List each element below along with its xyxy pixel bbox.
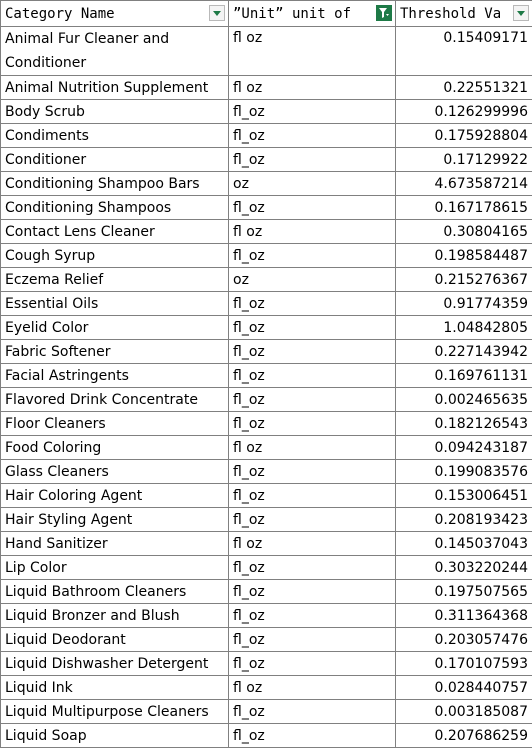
category-name-cell[interactable]: Liquid Soap bbox=[1, 724, 229, 748]
unit-cell[interactable]: fl oz bbox=[229, 220, 396, 244]
table-row bbox=[1, 76, 532, 100]
threshold-value-cell[interactable]: 0.203057476 bbox=[396, 628, 532, 652]
unit-cell[interactable]: fl oz bbox=[229, 76, 396, 100]
category-name-cell[interactable]: Lip Color bbox=[1, 556, 229, 580]
table-row bbox=[1, 220, 532, 244]
column-header-category-name[interactable] bbox=[1, 1, 229, 27]
table-row bbox=[1, 580, 532, 604]
table-row bbox=[1, 652, 532, 676]
category-name-cell[interactable]: Facial Astringents bbox=[1, 364, 229, 388]
table-row bbox=[1, 268, 532, 292]
unit-cell[interactable]: fl_oz bbox=[229, 340, 396, 364]
threshold-value-cell[interactable]: 0.003185087 bbox=[396, 700, 532, 724]
dropdown-arrow-icon[interactable] bbox=[513, 5, 529, 21]
unit-cell[interactable]: fl_oz bbox=[229, 364, 396, 388]
category-name-cell[interactable]: Floor Cleaners bbox=[1, 412, 229, 436]
category-name-cell[interactable]: Flavored Drink Concentrate bbox=[1, 388, 229, 412]
unit-cell[interactable]: oz bbox=[229, 268, 396, 292]
table-row bbox=[1, 604, 532, 628]
table-row bbox=[1, 148, 532, 172]
category-name-cell[interactable]: Body Scrub bbox=[1, 100, 229, 124]
table-row bbox=[1, 340, 532, 364]
table-row bbox=[1, 172, 532, 196]
threshold-value-cell[interactable]: 0.197507565 bbox=[396, 580, 532, 604]
unit-cell[interactable]: fl oz bbox=[229, 27, 396, 76]
table-row bbox=[1, 292, 532, 316]
threshold-value-cell[interactable]: 0.199083576 bbox=[396, 460, 532, 484]
category-name-cell[interactable]: Hair Coloring Agent bbox=[1, 484, 229, 508]
table-row bbox=[1, 316, 532, 340]
threshold-value-cell[interactable]: 0.17129922 bbox=[396, 148, 532, 172]
column-header-label: ”Unit” unit of bbox=[233, 6, 371, 22]
category-name-cell[interactable]: Eczema Relief bbox=[1, 268, 229, 292]
unit-cell[interactable]: fl_oz bbox=[229, 508, 396, 532]
threshold-value-cell[interactable]: 0.227143942 bbox=[396, 340, 532, 364]
filter-active-icon[interactable] bbox=[376, 5, 392, 21]
unit-cell[interactable]: fl_oz bbox=[229, 124, 396, 148]
unit-cell[interactable]: fl_oz bbox=[229, 460, 396, 484]
threshold-value-cell[interactable]: 0.167178615 bbox=[396, 196, 532, 220]
category-name-cell[interactable]: Animal Nutrition Supplement bbox=[1, 76, 229, 100]
category-name-cell[interactable]: Liquid Bathroom Cleaners bbox=[1, 580, 229, 604]
threshold-value-cell[interactable]: 0.028440757 bbox=[396, 676, 532, 700]
unit-cell[interactable]: fl_oz bbox=[229, 628, 396, 652]
table-row bbox=[1, 364, 532, 388]
threshold-value-cell[interactable]: 0.182126543 bbox=[396, 412, 532, 436]
threshold-value-cell[interactable]: 0.303220244 bbox=[396, 556, 532, 580]
category-name-cell[interactable]: Conditioner bbox=[1, 148, 229, 172]
threshold-value-cell[interactable]: 0.170107593 bbox=[396, 652, 532, 676]
category-name-cell[interactable]: Glass Cleaners bbox=[1, 460, 229, 484]
unit-cell[interactable]: fl_oz bbox=[229, 412, 396, 436]
column-header-label: Category Name bbox=[5, 6, 204, 22]
table-row bbox=[1, 460, 532, 484]
category-name-cell[interactable]: Cough Syrup bbox=[1, 244, 229, 268]
table-row bbox=[1, 388, 532, 412]
column-header-label: Threshold Va bbox=[400, 6, 508, 22]
threshold-value-cell[interactable]: 0.207686259 bbox=[396, 724, 532, 748]
category-name-cell[interactable]: Conditioning Shampoo Bars bbox=[1, 172, 229, 196]
dropdown-arrow-icon[interactable] bbox=[209, 5, 225, 21]
unit-cell[interactable]: fl_oz bbox=[229, 484, 396, 508]
table-row bbox=[1, 27, 532, 76]
category-name-cell[interactable]: Contact Lens Cleaner bbox=[1, 220, 229, 244]
column-header-threshold-value[interactable] bbox=[396, 1, 532, 27]
threshold-value-cell[interactable]: 0.175928804 bbox=[396, 124, 532, 148]
category-name-cell[interactable]: Fabric Softener bbox=[1, 340, 229, 364]
table-row bbox=[1, 436, 532, 460]
unit-cell[interactable]: oz bbox=[229, 172, 396, 196]
unit-cell[interactable]: fl oz bbox=[229, 676, 396, 700]
table-row bbox=[1, 412, 532, 436]
threshold-value-cell[interactable]: 1.04842805 bbox=[396, 316, 532, 340]
table-row bbox=[1, 124, 532, 148]
threshold-value-cell[interactable]: 0.311364368 bbox=[396, 604, 532, 628]
category-name-cell[interactable]: Hair Styling Agent bbox=[1, 508, 229, 532]
table-row bbox=[1, 196, 532, 220]
table-row bbox=[1, 556, 532, 580]
header-row bbox=[1, 1, 532, 27]
category-name-cell[interactable]: Essential Oils bbox=[1, 292, 229, 316]
unit-cell[interactable]: fl_oz bbox=[229, 388, 396, 412]
unit-cell[interactable]: fl_oz bbox=[229, 556, 396, 580]
unit-cell[interactable]: fl_oz bbox=[229, 244, 396, 268]
threshold-value-cell[interactable]: 4.673587214 bbox=[396, 172, 532, 196]
threshold-value-cell[interactable]: 0.208193423 bbox=[396, 508, 532, 532]
table-row bbox=[1, 484, 532, 508]
category-name-cell[interactable]: Eyelid Color bbox=[1, 316, 229, 340]
threshold-value-cell[interactable]: 0.15409171 bbox=[396, 27, 532, 76]
threshold-value-cell[interactable]: 0.215276367 bbox=[396, 268, 532, 292]
threshold-value-cell[interactable]: 0.153006451 bbox=[396, 484, 532, 508]
unit-cell[interactable]: fl_oz bbox=[229, 700, 396, 724]
category-name-cell[interactable]: Liquid Multipurpose Cleaners bbox=[1, 700, 229, 724]
category-name-cell[interactable]: Liquid Bronzer and Blush bbox=[1, 604, 229, 628]
unit-cell[interactable]: fl_oz bbox=[229, 148, 396, 172]
unit-cell[interactable]: fl oz bbox=[229, 532, 396, 556]
threshold-value-cell[interactable]: 0.145037043 bbox=[396, 532, 532, 556]
threshold-value-cell[interactable]: 0.126299996 bbox=[396, 100, 532, 124]
category-name-cell[interactable]: Hand Sanitizer bbox=[1, 532, 229, 556]
category-name-cell[interactable]: Liquid Deodorant bbox=[1, 628, 229, 652]
table-row bbox=[1, 532, 532, 556]
table-row bbox=[1, 676, 532, 700]
category-name-cell[interactable]: Animal Fur Cleaner and Conditioner bbox=[1, 27, 229, 76]
table-row bbox=[1, 508, 532, 532]
unit-cell[interactable]: fl_oz bbox=[229, 652, 396, 676]
threshold-value-cell[interactable]: 0.169761131 bbox=[396, 364, 532, 388]
threshold-value-cell[interactable]: 0.30804165 bbox=[396, 220, 532, 244]
threshold-value-cell[interactable]: 0.094243187 bbox=[396, 436, 532, 460]
threshold-value-cell[interactable]: 0.91774359 bbox=[396, 292, 532, 316]
unit-cell[interactable]: fl_oz bbox=[229, 196, 396, 220]
unit-cell[interactable]: fl_oz bbox=[229, 604, 396, 628]
table-row bbox=[1, 100, 532, 124]
threshold-value-cell[interactable]: 0.198584487 bbox=[396, 244, 532, 268]
category-name-cell[interactable]: Conditioning Shampoos bbox=[1, 196, 229, 220]
category-name-cell[interactable]: Liquid Dishwasher Detergent bbox=[1, 652, 229, 676]
unit-cell[interactable]: fl_oz bbox=[229, 100, 396, 124]
unit-cell[interactable]: fl oz bbox=[229, 436, 396, 460]
category-name-cell[interactable]: Food Coloring bbox=[1, 436, 229, 460]
table-row bbox=[1, 244, 532, 268]
category-name-cell[interactable]: Condiments bbox=[1, 124, 229, 148]
threshold-value-cell[interactable]: 0.002465635 bbox=[396, 388, 532, 412]
unit-cell[interactable]: fl_oz bbox=[229, 292, 396, 316]
column-header-unit[interactable] bbox=[229, 1, 396, 27]
unit-cell[interactable]: fl_oz bbox=[229, 724, 396, 748]
threshold-value-cell[interactable]: 0.22551321 bbox=[396, 76, 532, 100]
table-row bbox=[1, 700, 532, 724]
table-row bbox=[1, 628, 532, 652]
unit-cell[interactable]: fl_oz bbox=[229, 580, 396, 604]
category-name-cell[interactable]: Liquid Ink bbox=[1, 676, 229, 700]
unit-cell[interactable]: fl_oz bbox=[229, 316, 396, 340]
table-row bbox=[1, 724, 532, 748]
